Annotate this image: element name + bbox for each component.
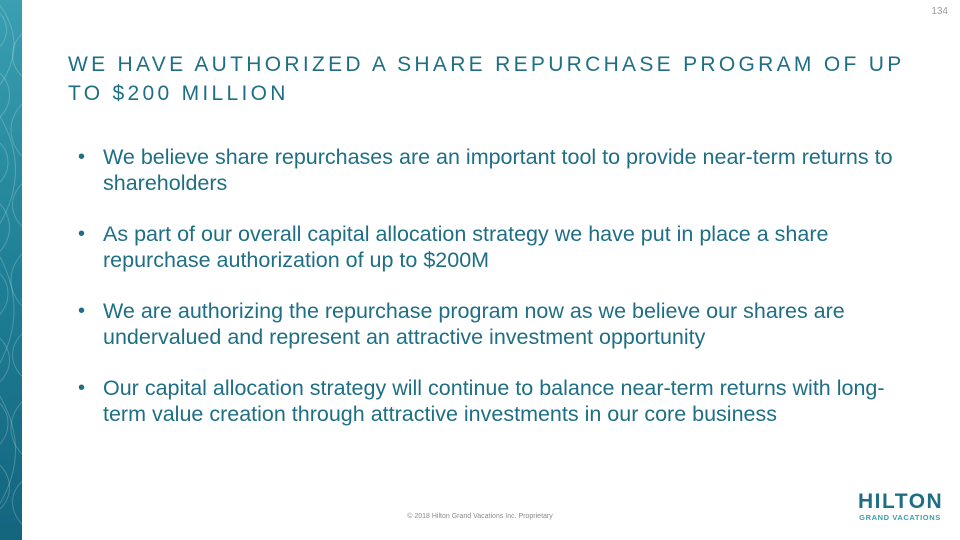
wave-pattern-icon: [0, 0, 22, 540]
logo-subtitle: GRAND VACATIONS: [859, 513, 941, 522]
bullet-dot-icon: •: [78, 377, 86, 399]
bullet-text: We are authorizing the repurchase program now as we believe our shares are undervalued and represent an attractive investment opportunity: [103, 299, 845, 349]
bullet-text: We believe share repurchases are an important tool to provide near-term returns to shareholders: [103, 145, 893, 195]
copyright-footer: © 2018 Hilton Grand Vacations Inc. Proprietary: [407, 513, 553, 520]
bullet-dot-icon: •: [78, 146, 86, 168]
slide-title: WE HAVE AUTHORIZED A SHARE REPURCHASE PROGRAM OF UP TO $200 MILLION: [68, 53, 905, 105]
slide-number: 134: [931, 6, 948, 17]
bullet-item: [76, 298, 906, 350]
decorative-side-band: [0, 0, 22, 540]
logo-wordmark: HILTON: [858, 490, 944, 513]
bullet-list: [76, 144, 906, 452]
bullet-dot-icon: •: [78, 300, 86, 322]
hilton-grand-vacations-logo: [858, 491, 942, 523]
bullet-text: Our capital allocation strategy will continue to balance near-term returns with long-term value creation through attractive investments in our core business: [103, 376, 885, 426]
bullet-dot-icon: •: [78, 223, 86, 245]
bullet-item: [76, 221, 906, 273]
bullet-text: As part of our overall capital allocation strategy we have put in place a share repurchase authorization of up to $200M: [103, 222, 829, 272]
bullet-item: [76, 144, 906, 196]
bullet-item: [76, 375, 906, 427]
